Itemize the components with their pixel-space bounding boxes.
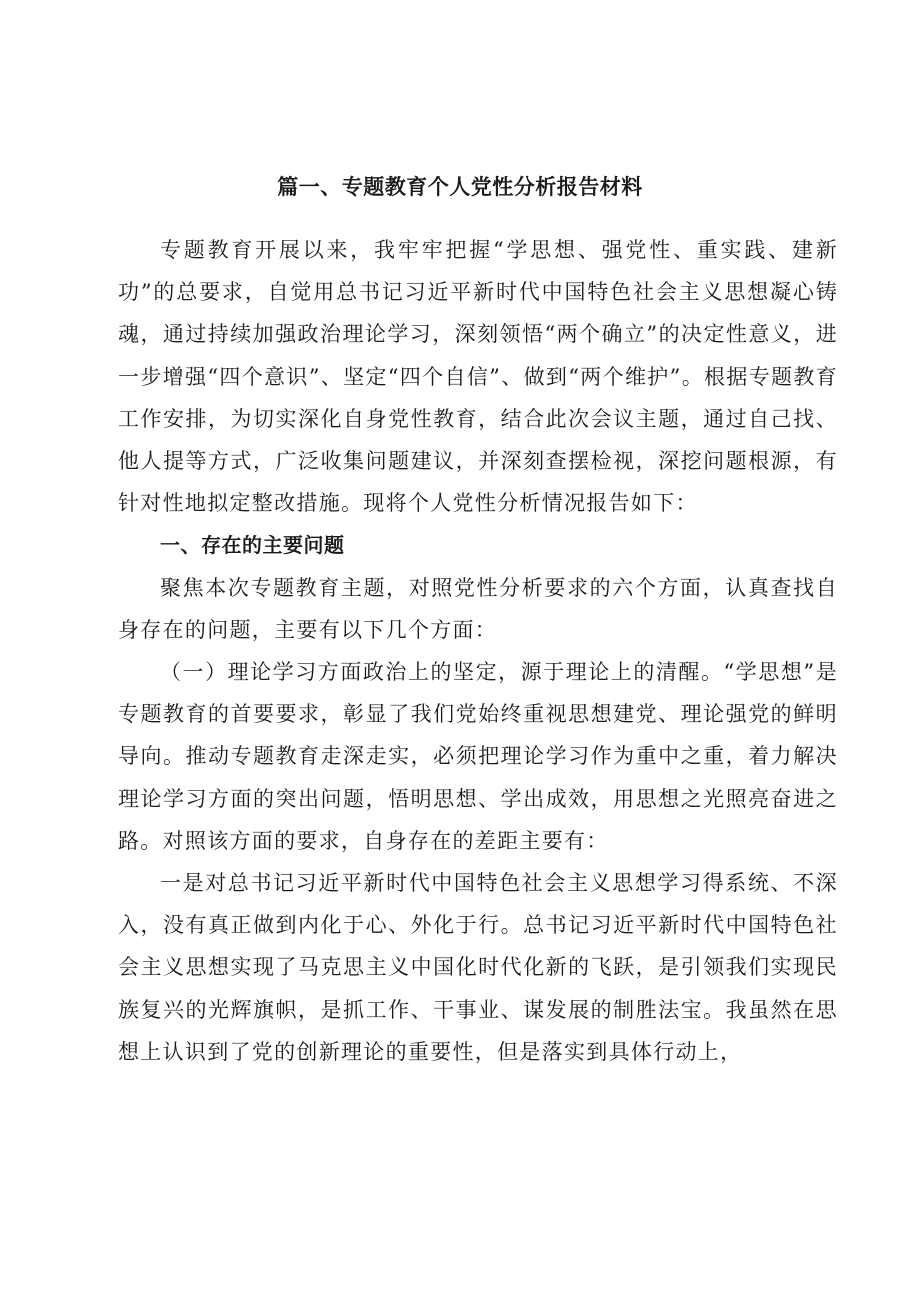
body-paragraph: （一）理论学习方面政治上的坚定，源于理论上的清醒。“学思想”是专题教育的首要要求，彰显了我们党始终重视思想建党、理论强党的鲜明导向。推动专题教育走深走实，必须把理论学习作为重中之重，着力解决理论学习方面的突出问题，悟明思想、学出成效，用思想之光照亮奋进之路。对照该方面的要求，自身存在的差距主要有：: [118, 660, 838, 853]
body-paragraph: 一是对总书记习近平新时代中国特色社会主义思想学习得系统、不深入，没有真正做到内化于心、外化于行。总书记习近平新时代中国特色社会主义思想实现了马克思主义中国化时代化新的飞跃，是引领我们实现民族复兴的光辉旗帜，是抓工作、干事业、谋发展的制胜法宝。我虽然在思想上认识到了党的创新理论的重要性，但是落实到具体行动上，: [118, 871, 838, 1064]
document-title: 篇一、专题教育个人党性分析报告材料: [277, 175, 643, 199]
intro-paragraph: 专题教育开展以来，我牢牢把握“学思想、强党性、重实践、建新功”的总要求，自觉用总书记习近平新时代中国特色社会主义思想凝心铸魂，通过持续加强政治理论学习，深刻领悟“两个确立”的决定性意义，进一步增强“四个意识”、坚定“四个自信”、做到“两个维护”。根据专题教育工作安排，为切实深化自身党性教育，结合此次会议主题，通过自己找、他人提等方式，广泛收集问题建议，并深刻查摆检视，深挖问题根源，有针对性地拟定整改措施。现将个人党性分析情况报告如下：: [118, 238, 838, 516]
section-heading: 一、存在的主要问题: [160, 533, 345, 558]
document-body: [118, 229, 838, 1073]
body-paragraph: 聚焦本次专题教育主题，对照党性分析要求的六个方面，认真查找自身存在的问题，主要有以下几个方面：: [118, 575, 838, 642]
